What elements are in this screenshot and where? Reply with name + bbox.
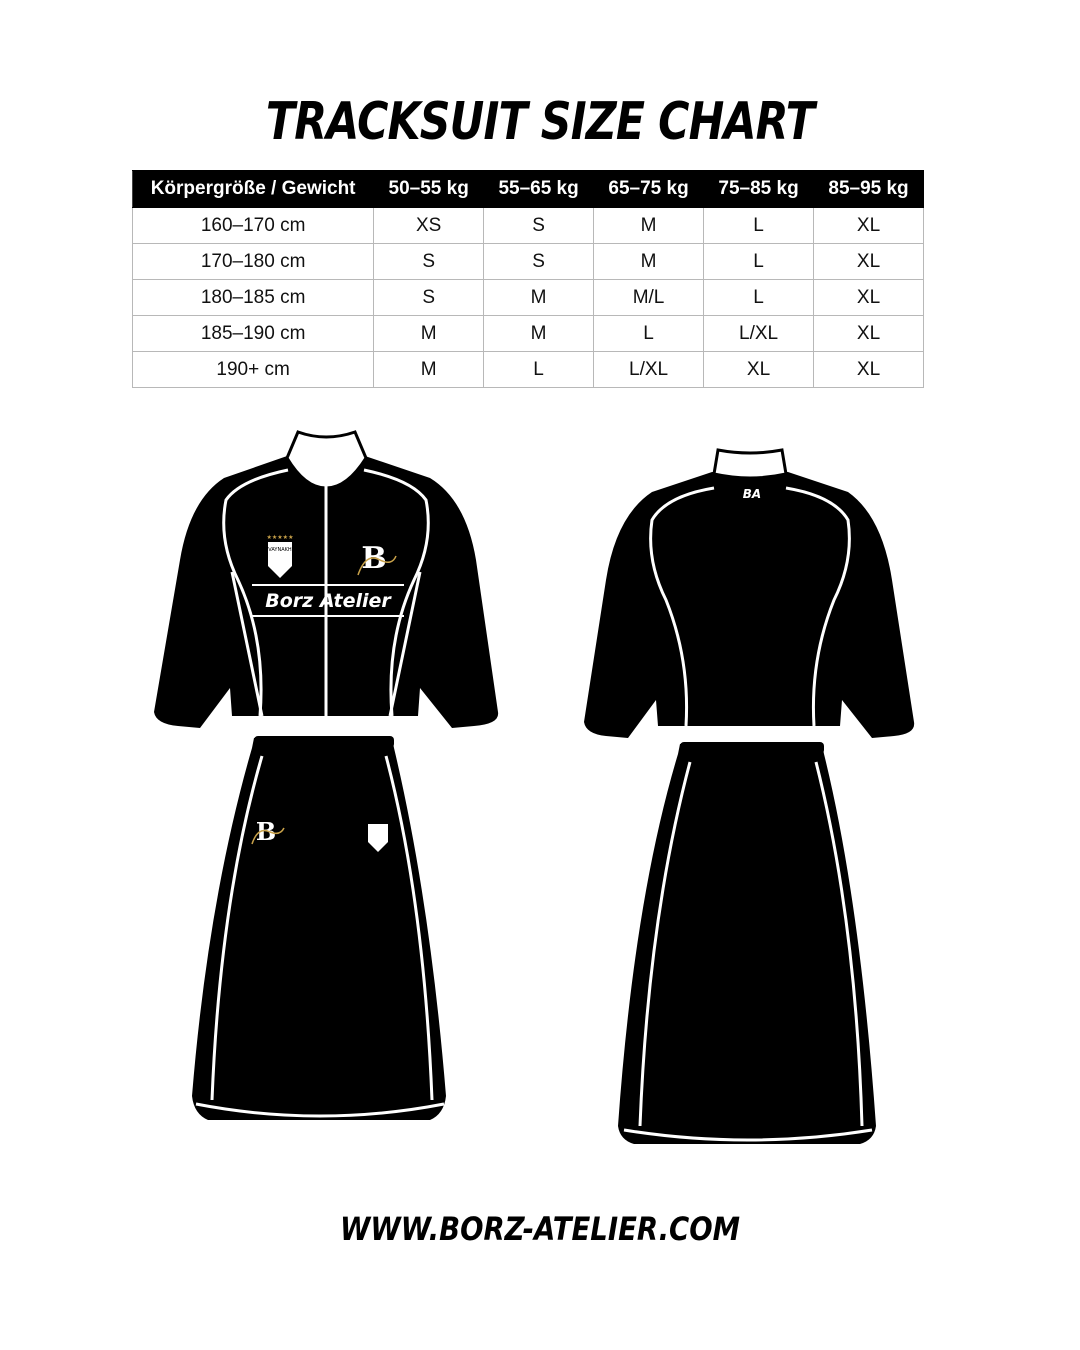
- table-cell: L: [704, 208, 814, 244]
- table-cell: L/XL: [594, 352, 704, 388]
- crest-stars: ★★★★★: [266, 535, 294, 541]
- size-chart-table: [132, 170, 924, 388]
- table-row: [133, 244, 924, 280]
- back-jacket: [584, 450, 914, 738]
- table-header-row: [133, 171, 924, 208]
- table-cell: XL: [814, 208, 924, 244]
- table-cell: L: [704, 244, 814, 280]
- crest-text: VAYNAKH: [268, 547, 292, 553]
- table-row: [133, 352, 924, 388]
- table-cell: M: [594, 244, 704, 280]
- website-url: WWW.BORZ-ATELIER.COM: [339, 1210, 741, 1248]
- table-cell: L: [484, 352, 594, 388]
- table-row: [133, 280, 924, 316]
- back-jacket-body: [584, 472, 914, 738]
- table-cell: XL: [704, 352, 814, 388]
- table-cell: M: [484, 316, 594, 352]
- table-cell: XL: [814, 352, 924, 388]
- table-cell: XS: [374, 208, 484, 244]
- table-cell: 160–170 cm: [133, 208, 374, 244]
- back-skirt-body: [618, 744, 876, 1144]
- table-cell: L: [704, 280, 814, 316]
- page-title: TRACKSUIT SIZE CHART: [265, 92, 815, 152]
- table-cell: 170–180 cm: [133, 244, 374, 280]
- table-cell: M: [594, 208, 704, 244]
- column-header: Körpergröße / Gewicht: [133, 171, 374, 208]
- table-cell: M: [374, 352, 484, 388]
- table-cell: XL: [814, 280, 924, 316]
- table-cell: XL: [814, 316, 924, 352]
- front-skirt: [192, 736, 446, 1120]
- table-cell: XL: [814, 244, 924, 280]
- tracksuit-illustration: [0, 420, 1080, 1160]
- skirt-b-logo-icon: B: [255, 817, 277, 846]
- table-cell: S: [374, 244, 484, 280]
- back-skirt: [618, 742, 876, 1144]
- table-cell: 190+ cm: [133, 352, 374, 388]
- table-cell: S: [484, 208, 594, 244]
- table-cell: L: [594, 316, 704, 352]
- table-row: [133, 208, 924, 244]
- front-jacket: [154, 432, 498, 728]
- column-header: 55–65 kg: [484, 171, 594, 208]
- table-cell: S: [374, 280, 484, 316]
- column-header: 50–55 kg: [374, 171, 484, 208]
- column-header: 75–85 kg: [704, 171, 814, 208]
- table-row: [133, 316, 924, 352]
- table-cell: 180–185 cm: [133, 280, 374, 316]
- table-cell: 185–190 cm: [133, 316, 374, 352]
- table-cell: M/L: [594, 280, 704, 316]
- front-brand-text: Borz Atelier: [265, 590, 391, 612]
- back-collar: [714, 450, 786, 478]
- b-logo-icon: B: [361, 541, 387, 576]
- front-skirt-body: [192, 738, 446, 1120]
- table-cell: L/XL: [704, 316, 814, 352]
- back-monogram-icon: BA: [742, 487, 762, 501]
- table-cell: M: [374, 316, 484, 352]
- table-cell: M: [484, 280, 594, 316]
- column-header: 85–95 kg: [814, 171, 924, 208]
- table-cell: S: [484, 244, 594, 280]
- column-header: 65–75 kg: [594, 171, 704, 208]
